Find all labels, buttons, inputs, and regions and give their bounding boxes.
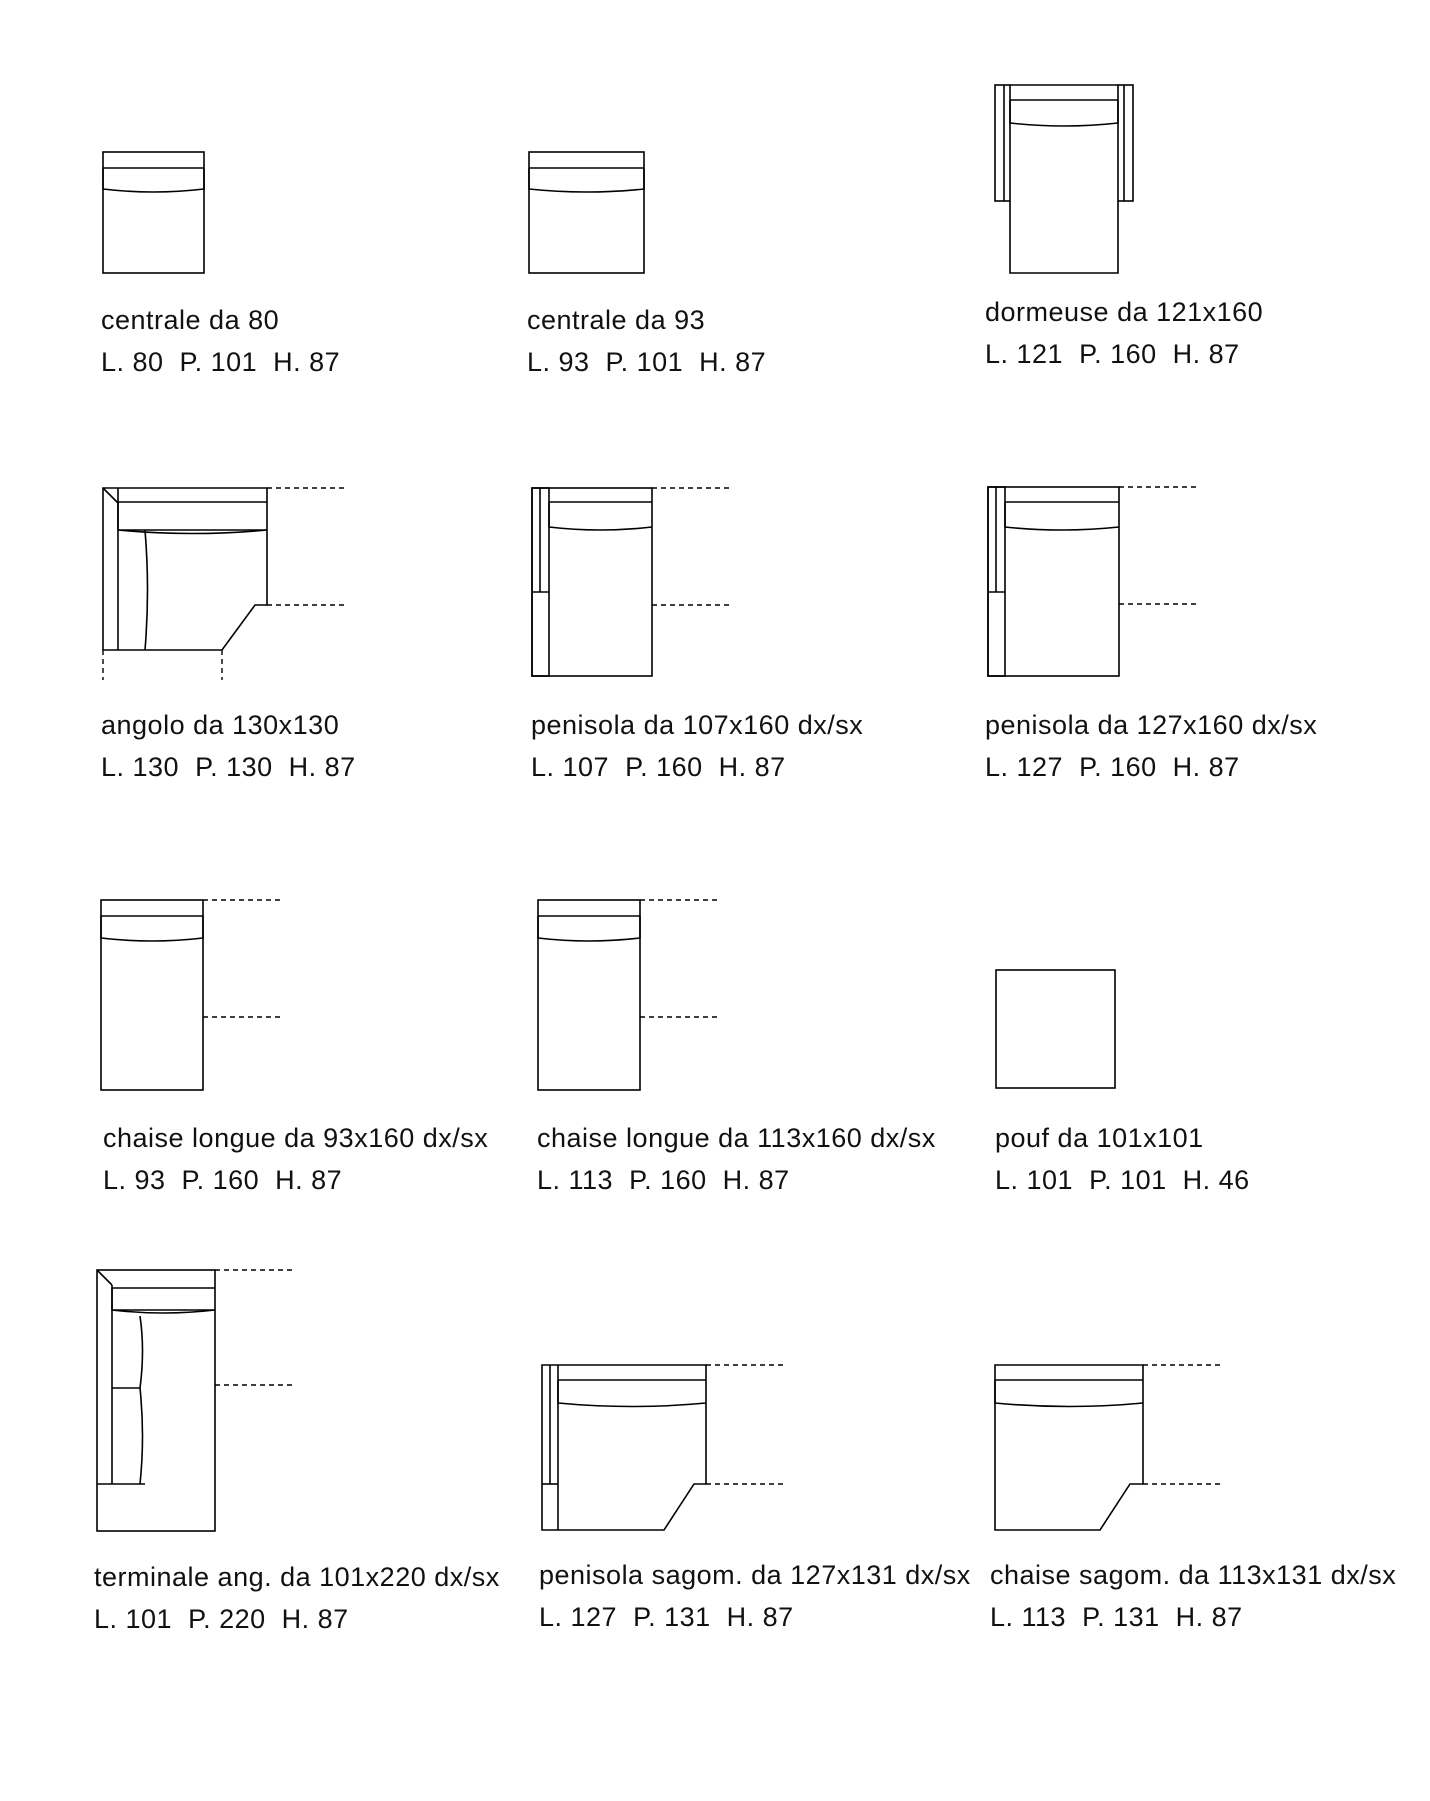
drawing-chaise-longue-93x160 <box>101 900 282 1090</box>
module-name: angolo da 130x130 <box>101 710 340 740</box>
module-name: penisola sagom. da 127x131 dx/sx <box>539 1560 971 1590</box>
module-dimensions: L. 101 P. 101 H. 46 <box>995 1165 1250 1195</box>
module-label-angolo-130x130 <box>101 704 356 788</box>
module-label-centrale-93 <box>527 299 766 383</box>
module-name: chaise sagom. da 113x131 dx/sx <box>990 1560 1397 1590</box>
module-name: centrale da 93 <box>527 305 706 335</box>
module-dimensions: L. 113 P. 160 H. 87 <box>537 1165 790 1195</box>
module-dimensions: L. 127 P. 160 H. 87 <box>985 752 1240 782</box>
module-name: terminale ang. da 101x220 dx/sx <box>94 1562 500 1592</box>
module-label-penisola-107x160 <box>531 704 863 788</box>
module-dimensions: L. 121 P. 160 H. 87 <box>985 339 1240 369</box>
module-dimensions: L. 93 P. 101 H. 87 <box>527 347 767 377</box>
module-name: dormeuse da 121x160 <box>985 297 1264 327</box>
module-dimensions: L. 93 P. 160 H. 87 <box>103 1165 343 1195</box>
module-dimensions: L. 127 P. 131 H. 87 <box>539 1602 794 1632</box>
drawing-penisola-127x160 <box>988 487 1197 676</box>
module-dimensions: L. 101 P. 220 H. 87 <box>94 1604 349 1634</box>
module-name: chaise longue da 113x160 dx/sx <box>537 1123 936 1153</box>
drawing-chaise-longue-113x160 <box>538 900 720 1090</box>
module-dimensions: L. 107 P. 160 H. 87 <box>531 752 786 782</box>
module-label-chaise-longue-93x160 <box>103 1117 488 1201</box>
module-dimensions: L. 130 P. 130 H. 87 <box>101 752 356 782</box>
module-label-pouf-101x101 <box>995 1117 1250 1201</box>
module-name: penisola da 127x160 dx/sx <box>985 710 1318 740</box>
module-name: centrale da 80 <box>101 305 280 335</box>
drawing-penisola-sagom-127x131 <box>542 1365 786 1530</box>
drawing-centrale-80 <box>103 152 204 273</box>
module-label-terminale-ang-101x220 <box>94 1556 500 1640</box>
drawing-angolo-130x130 <box>103 488 346 680</box>
module-label-penisola-127x160 <box>985 704 1317 788</box>
drawing-centrale-93 <box>529 152 644 273</box>
module-label-chaise-longue-113x160 <box>537 1117 936 1201</box>
drawing-penisola-107x160 <box>532 488 731 676</box>
module-label-dormeuse-121x160 <box>985 291 1263 375</box>
drawing-terminale-ang-101x220 <box>97 1270 296 1531</box>
module-label-penisola-sagom-127x131 <box>539 1554 971 1638</box>
drawing-chaise-sagom-113x131 <box>995 1365 1220 1530</box>
drawing-pouf-101x101 <box>996 970 1115 1088</box>
module-name: pouf da 101x101 <box>995 1123 1204 1153</box>
module-label-centrale-80 <box>101 299 340 383</box>
module-name: chaise longue da 93x160 dx/sx <box>103 1123 489 1153</box>
module-name: penisola da 107x160 dx/sx <box>531 710 864 740</box>
drawing-dormeuse-121x160 <box>995 85 1133 273</box>
module-dimensions: L. 113 P. 131 H. 87 <box>990 1602 1243 1632</box>
module-dimensions: L. 80 P. 101 H. 87 <box>101 347 341 377</box>
module-label-chaise-sagom-113x131 <box>990 1554 1396 1638</box>
